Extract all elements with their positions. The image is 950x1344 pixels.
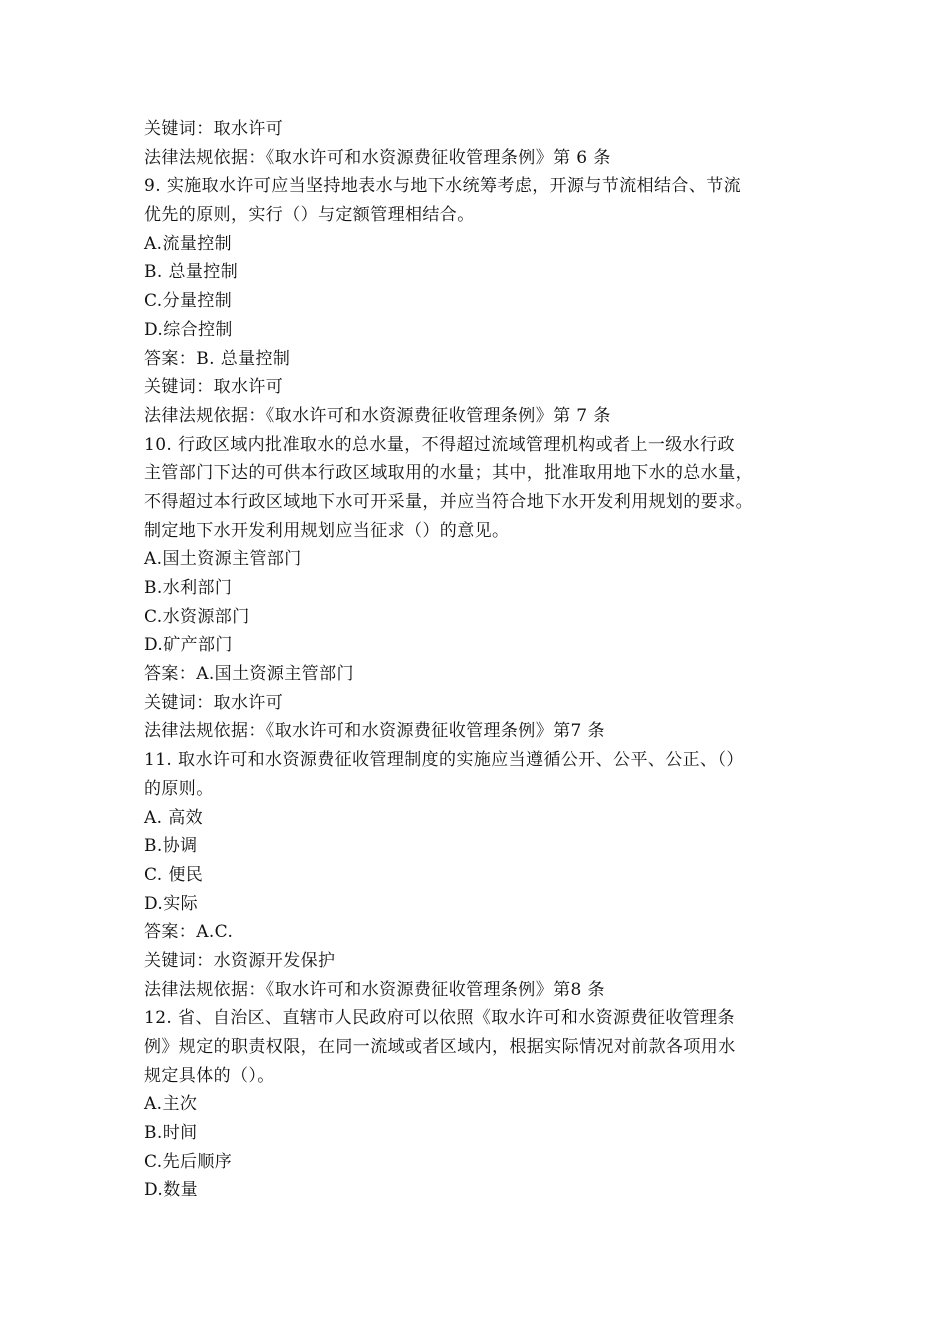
text-line: 优先的原则，实行（）与定额管理相结合。: [144, 205, 475, 226]
text-line: 9. 实施取水许可应当坚持地表水与地下水统筹考虑，开源与节流相结合、节流: [144, 176, 742, 197]
text-line: B.时间: [144, 1123, 198, 1144]
text-line: 不得超过本行政区域地下水可开采量，并应当符合地下水开发利用规划的要求。: [144, 491, 753, 512]
text-line: 法律法规依据：《取水许可和水资源费征收管理条例》第7 条: [144, 721, 605, 742]
text-line: 关键词：水资源开发保护: [144, 950, 336, 971]
text-line: C.水资源部门: [144, 606, 250, 627]
text-line: 法律法规依据：《取水许可和水资源费征收管理条例》第8 条: [144, 979, 605, 1000]
text-line: A.主次: [144, 1094, 198, 1115]
text-line: A.流量控制: [144, 233, 233, 254]
text-line: 制定地下水开发利用规划应当征求（）的意见。: [144, 520, 510, 541]
text-line: 答案：A.国土资源主管部门: [144, 664, 354, 685]
text-line: D.数量: [144, 1180, 199, 1201]
text-line: 10. 行政区域内批准取水的总水量，不得超过流域管理机构或者上一级水行政: [144, 434, 735, 455]
text-line: B.协调: [144, 836, 198, 857]
text-line: 关键词：取水许可: [144, 692, 284, 713]
text-line: 12. 省、自治区、直辖市人民政府可以依照《取水许可和水资源费征收管理条: [144, 1008, 735, 1029]
text-line: 关键词：取水许可: [144, 119, 284, 139]
text-line: B. 总量控制: [144, 262, 239, 283]
text-line: C.分量控制: [144, 291, 233, 312]
text-line: A.国土资源主管部门: [144, 549, 302, 570]
text-line: D.实际: [144, 893, 199, 914]
text-line: C.先后顺序: [144, 1151, 233, 1172]
text-line: D.矿产部门: [144, 635, 233, 656]
text-line: C. 便民: [144, 864, 204, 885]
text-line: 关键词：取水许可: [144, 377, 284, 398]
text-line: 法律法规依据：《取水许可和水资源费征收管理条例》第 6 条: [144, 147, 611, 168]
text-line: 的原则。: [144, 778, 214, 799]
text-line: D.综合控制: [144, 319, 233, 340]
text-line: 答案：A.C.: [144, 922, 234, 943]
text-line: 11. 取水许可和水资源费征收管理制度的实施应当遵循公开、公平、公正、（）: [144, 750, 744, 771]
text-line: 法律法规依据：《取水许可和水资源费征收管理条例》第 7 条: [144, 405, 611, 426]
text-line: 主管部门下达的可供本行政区域取用的水量；其中，批准取用地下水的总水量，: [144, 463, 753, 484]
text-line: B.水利部门: [144, 578, 233, 598]
text-line: 例》规定的职责权限，在同一流域或者区域内，根据实际情况对前款各项用水: [144, 1037, 736, 1057]
text-line: A. 高效: [144, 807, 204, 828]
text-line: 规定具体的（）。: [144, 1065, 275, 1086]
text-line: 答案：B. 总量控制: [144, 348, 291, 369]
document-body: [144, 115, 824, 1205]
